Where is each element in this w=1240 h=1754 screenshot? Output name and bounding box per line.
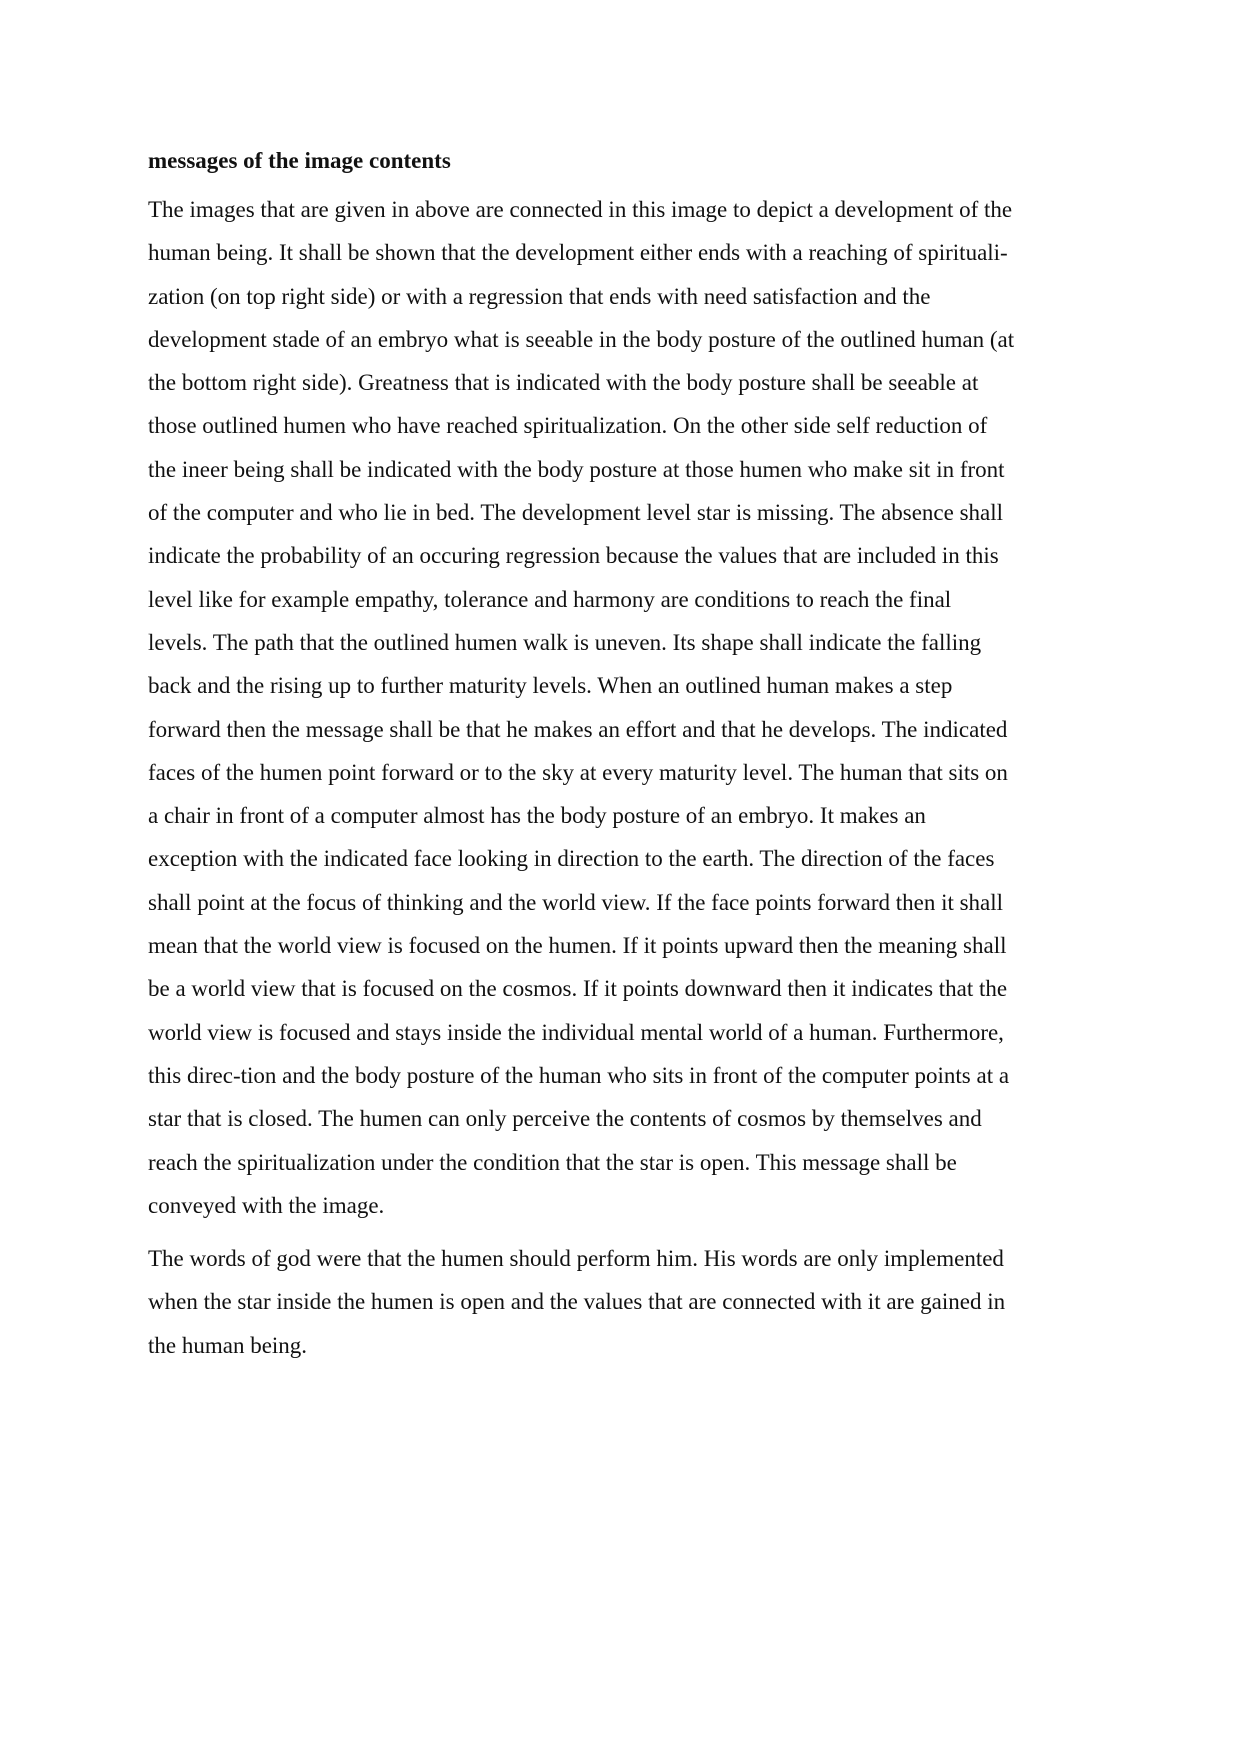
- text-line: forward then the message shall be that he makes an effort and that he develops. The indicated: [148, 716, 1008, 742]
- text-line: indicate the probability of an occuring regression because the values that are included in this: [148, 543, 999, 569]
- text-line: level like for example empathy, tolerance and harmony are conditions to reach the final: [148, 586, 952, 612]
- text-line: zation (on top right side) or with a regression that ends with need satisfaction and the: [148, 283, 931, 309]
- text-line: world view is focused and stays inside the individual mental world of a human. Furthermore,: [148, 1019, 1004, 1045]
- text-line: faces of the humen point forward or to the sky at every maturity level. The human that sits on: [148, 759, 1008, 785]
- text-line: when the star inside the humen is open and the values that are connected with it are gained in: [148, 1289, 1006, 1315]
- text-line: exception with the indicated face looking in direction to the earth. The direction of the faces: [148, 846, 995, 872]
- text-line: the bottom right side). Greatness that is indicated with the body posture shall be seeable at: [148, 370, 979, 396]
- text-line: mean that the world view is focused on the humen. If it points upward then the meaning shall: [148, 933, 1007, 959]
- text-line: human being. It shall be shown that the development either ends with a reaching of spirituali-: [148, 240, 1008, 266]
- text-line: star that is closed. The humen can only perceive the contents of cosmos by themselves and: [148, 1106, 982, 1132]
- text-line: The words of god were that the humen should perform him. His words are only implemented: [148, 1246, 1004, 1272]
- text-line: be a world view that is focused on the cosmos. If it points downward then it indicates that the: [148, 976, 1008, 1002]
- text-line: this direc-tion and the body posture of the human who sits in front of the computer points at a: [148, 1062, 1010, 1088]
- text-line: levels. The path that the outlined humen walk is uneven. Its shape shall indicate the falling: [148, 629, 982, 655]
- document-body: [148, 146, 1096, 1367]
- text-line: shall point at the focus of thinking and the world view. If the face points forward then it shall: [148, 889, 1004, 915]
- text-line: development stade of an embryo what is seeable in the body posture of the outlined human (at: [148, 326, 1015, 352]
- text-line: conveyed with the image.: [148, 1192, 385, 1218]
- text-line: the ineer being shall be indicated with the body posture at those humen who make sit in front: [148, 456, 1005, 482]
- text-line: those outlined humen who have reached spiritualization. On the other side self reduction of: [148, 413, 988, 439]
- paragraph-2: [148, 1237, 1096, 1367]
- text-line: of the computer and who lie in bed. The development level star is missing. The absence shall: [148, 500, 1004, 526]
- paragraph-1: [148, 188, 1096, 1227]
- text-line: The images that are given in above are connected in this image to depict a development of the: [148, 197, 1013, 222]
- text-line: the human being.: [148, 1332, 308, 1358]
- text-line: reach the spiritualization under the condition that the star is open. This message shall be: [148, 1149, 957, 1175]
- document-heading: messages of the image contents: [148, 148, 451, 173]
- text-line: back and the rising up to further maturity levels. When an outlined human makes a step: [148, 673, 953, 699]
- text-line: a chair in front of a computer almost has the body posture of an embryo. It makes an: [148, 803, 926, 829]
